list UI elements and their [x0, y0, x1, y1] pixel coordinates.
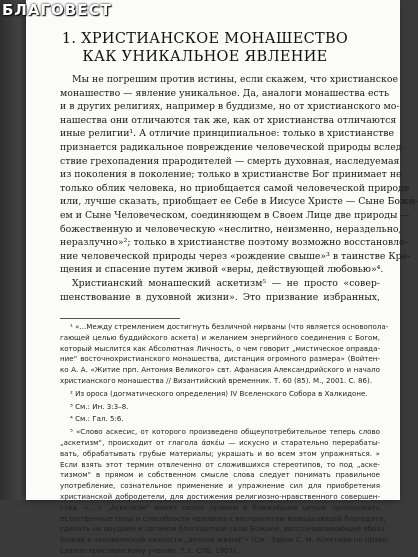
body-line: из поколения в поколение; только в христианстве Бог принимает не: [60, 169, 402, 181]
footnote-line: христианского монашества // Византийский временник. Т. 60 (85). М., 2001. С. 86).: [60, 375, 373, 385]
body-text: [60, 73, 418, 304]
footnote-line: вать, обрабатывать грубые материалы; украшать и во всем этом упражняться. »: [60, 448, 380, 458]
footnote-line: христианской добродетели, для достижения религиозно-нравственного совершен-: [60, 491, 380, 501]
body-line: щения и спасение путем живой «веры, действующей любовью»⁴.: [60, 264, 384, 276]
body-line: шенствование в духовной жизни». Это призвание избранных,: [60, 291, 380, 303]
body-line: Мы не погрешим против истины, если скажем, что христианское: [72, 74, 398, 85]
body-line: или, лучше сказать, приобщает ее Себе в Иисусе Христе — Сыне Божи-: [60, 196, 418, 208]
footnote-line: ства. <...> „Аскетизм“ имеет своею прямою и ближайшею целью приноровить: [60, 502, 380, 512]
footnote-line: ние“ восточнохристианского монашества, дистанция огромного размера» (Войтен-: [60, 354, 380, 364]
page-background-edge: [0, 0, 26, 500]
body-line: монашество — явление уникальное. Да, аналоги монашества есть: [60, 87, 390, 99]
body-line: ствие грехопадения прародителей — смерть духовная, наследуемая: [60, 155, 400, 167]
footnote-line: ко А. А. «Житие прп. Антония Великого» свт. Афанасия Александрийского и начало: [60, 365, 380, 375]
footnote-line: „аскетизм“, происходит от глагола άσκέω — искусно и старательно перерабаты-: [60, 437, 380, 447]
watermark-logo: БЛАГОВЕСТ: [2, 1, 112, 19]
body-line: и в других религиях, например в буддизме, но от христианского мо-: [60, 101, 400, 113]
chapter-heading-line-1: 1. ХРИСТИАНСКОЕ МОНАШЕСТВО: [61, 31, 349, 47]
footnote-line: ³ См.: Ин. 3:3–8.: [70, 401, 129, 411]
footnote-line: который мыслится как Абсолютная Личность, о чем говорит „мистическое оправда-: [60, 343, 380, 353]
footnote-line: употребление, сознательное применение и упражнение сил для приобретения: [60, 481, 380, 491]
chapter-heading-line-2: КАК УНИКАЛЬНОЕ ЯВЛЕНИЕ: [82, 49, 328, 65]
footnote-divider: [60, 318, 180, 319]
body-line: только облик человека, но приобщается самой человеческой природе: [60, 182, 410, 194]
footnote-line: сделать их орудием и органом благодатной силы Божией, восстанавливающей образ: [60, 524, 385, 534]
footnote-line: гающей целью буддийского аскета) и желанием энергийного соединения с Богом,: [60, 332, 380, 342]
footnote-line: славно-христианскому учению. Т.1. СПб, 1907).: [60, 545, 239, 555]
body-line: ние человеческой природы через «рождение свыше»³ в таинстве Кре-: [60, 250, 411, 262]
body-line: иные религии¹. А отличие принципиальное: только в христианстве: [60, 128, 395, 140]
body-line: ем и Сыне Человеческом, соединяющем в Своем Лице две природы —: [60, 209, 410, 221]
footnote-line: ¹ «...Между стремлением достигнуть безличной нирваны (что является основопола-: [70, 322, 389, 331]
footnote-line: Божий в человеческой личности „вечной жизни“» (См.: Зарин С. М. Аскетизм по право-: [60, 535, 390, 545]
footnote-line: тизмом“ в прямом и собственном смысле слова следует понимать правильное: [60, 470, 380, 480]
body-line: божественную и человеческую «неслитно, неизменно, нераздельно,: [60, 223, 402, 235]
footnote-line: Если взять этот термин отвлеченно от сложившихся стереотипов, то под „аске-: [60, 459, 380, 469]
footnote-line: ² Из ороса (догматического определения) IV Вселенского Собора в Халкидоне.: [70, 388, 368, 398]
footnotes: [60, 322, 390, 557]
footnote-line: ⁵ «Слово аскесис, от которого произведено общеупотребительное теперь слово: [70, 427, 380, 437]
body-line: Христианский монашеский аскетизм⁵ — не просто «совер-: [72, 277, 380, 289]
footnote-line: естественные силы и способности человека к воспринятию возвышающей благодати,: [60, 513, 386, 523]
body-line: признается радикальное повреждение человеческой природы вслед-: [60, 141, 405, 153]
body-line: неразлучно»²; только в христианстве поэтому возможно восстановле-: [60, 237, 408, 249]
body-line: нашества они отличаются так же, как от христианства отличаются: [60, 114, 397, 126]
footnote-line: ⁴ См.: Гал. 5:6.: [70, 414, 124, 424]
